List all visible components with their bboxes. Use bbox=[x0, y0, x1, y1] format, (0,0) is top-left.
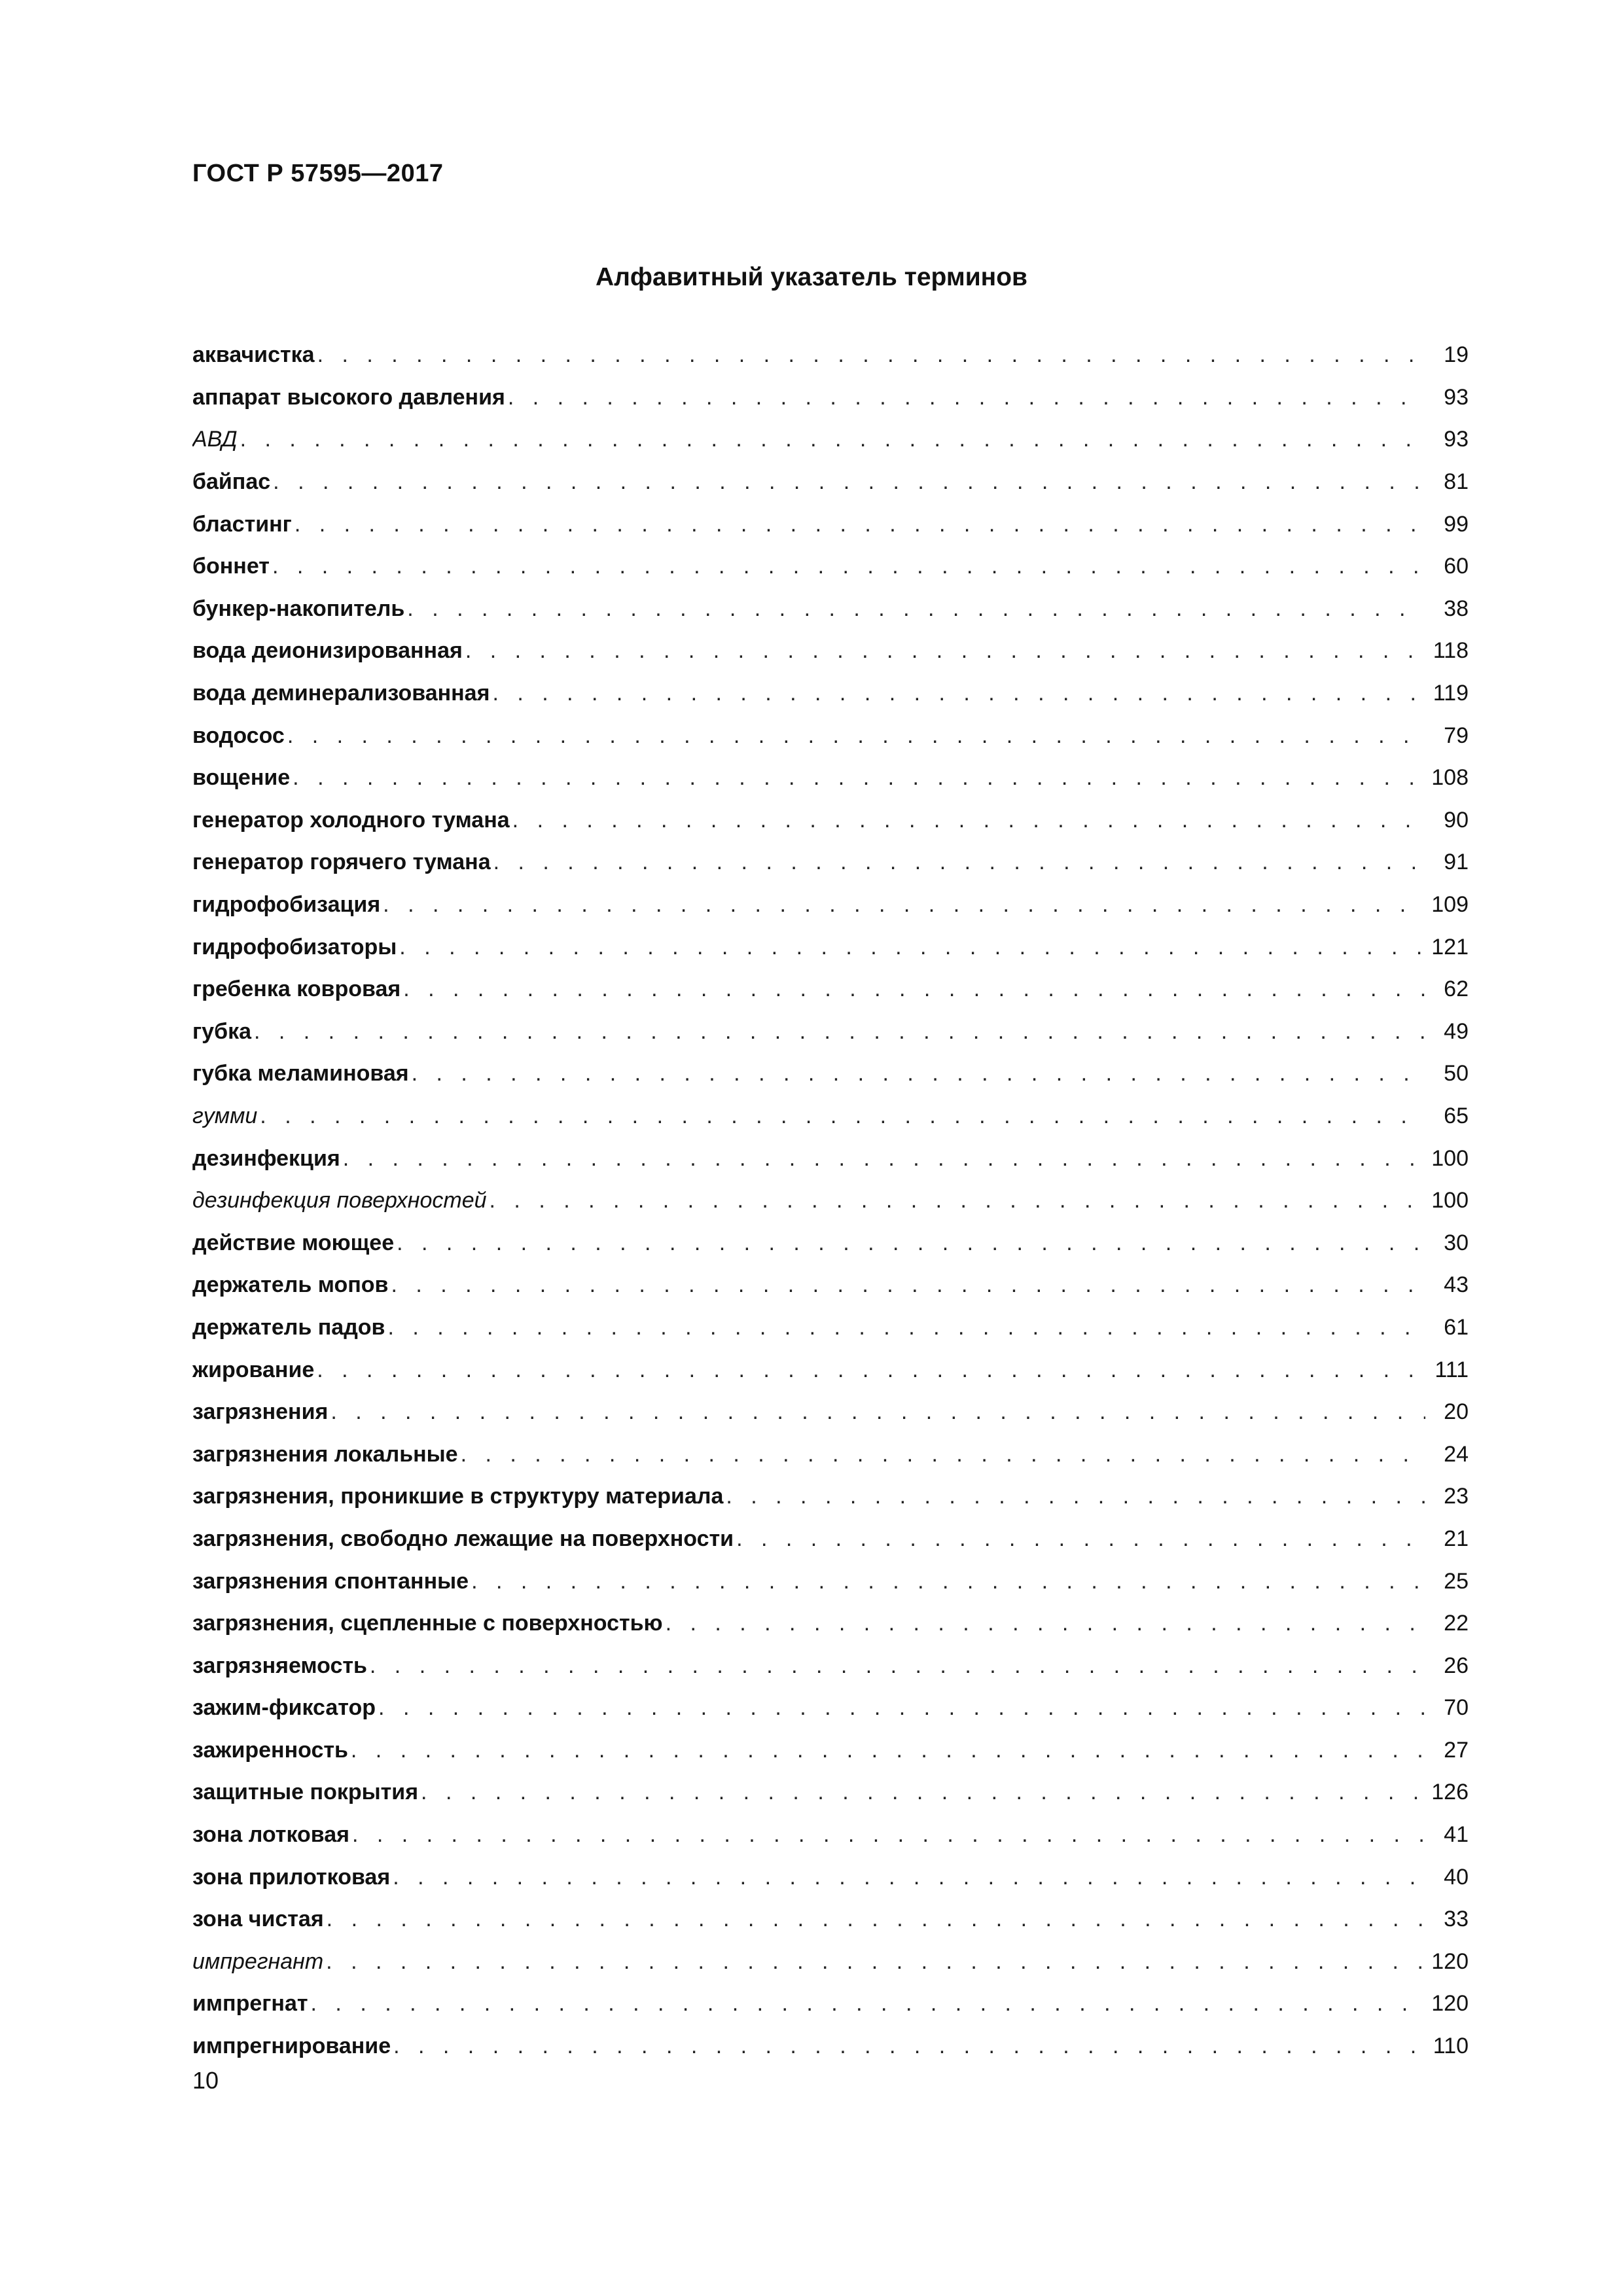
index-entry bbox=[192, 1052, 1469, 1095]
dot-leader bbox=[403, 976, 1425, 1002]
index-entry bbox=[192, 672, 1469, 715]
index-entry bbox=[192, 1941, 1469, 1983]
dot-leader bbox=[240, 426, 1425, 452]
index-term: гидрофобизаторы bbox=[192, 934, 397, 960]
index-term: генератор холодного тумана bbox=[192, 807, 510, 833]
index-term: аквачистка bbox=[192, 342, 315, 368]
index-page-ref: 40 bbox=[1444, 1864, 1469, 1890]
index-entry bbox=[192, 1348, 1469, 1391]
index-page-ref: 119 bbox=[1433, 681, 1469, 706]
index-entry bbox=[192, 714, 1469, 757]
index-entry bbox=[192, 376, 1469, 419]
index-term: дезинфекция поверхностей bbox=[192, 1188, 487, 1213]
dot-leader bbox=[254, 1018, 1425, 1045]
dot-leader bbox=[666, 1610, 1425, 1636]
index-page-ref: 93 bbox=[1444, 384, 1469, 410]
dot-leader bbox=[294, 511, 1425, 537]
index-term: байпас bbox=[192, 469, 271, 495]
index-page-ref: 91 bbox=[1444, 850, 1469, 875]
index-term: импрегнирование bbox=[192, 2034, 391, 2059]
index-term: держатель мопов bbox=[192, 1272, 389, 1298]
index-entry bbox=[192, 757, 1469, 799]
index-term: импрегнат bbox=[192, 1991, 308, 2017]
index-page-ref: 110 bbox=[1433, 2034, 1469, 2059]
index-page-ref: 27 bbox=[1444, 1737, 1469, 1763]
index-term: зона прилотковая bbox=[192, 1864, 391, 1890]
index-page-ref: 38 bbox=[1444, 596, 1469, 621]
dot-leader bbox=[311, 1990, 1425, 2017]
dot-leader bbox=[383, 891, 1425, 918]
index-term: зона чистая bbox=[192, 1907, 324, 1932]
index-page-ref: 49 bbox=[1444, 1018, 1469, 1044]
index-page-ref: 19 bbox=[1444, 342, 1469, 368]
dot-leader bbox=[260, 1103, 1425, 1129]
index-entry bbox=[192, 1137, 1469, 1179]
index-page-ref: 120 bbox=[1431, 1991, 1469, 2017]
index-page-ref: 23 bbox=[1444, 1484, 1469, 1509]
dot-leader bbox=[387, 1314, 1425, 1340]
index-term: импрегнант bbox=[192, 1948, 324, 1974]
index-entry bbox=[192, 630, 1469, 672]
index-entry bbox=[192, 841, 1469, 884]
dot-leader bbox=[508, 384, 1425, 410]
index-entry bbox=[192, 418, 1469, 461]
index-entry bbox=[192, 2025, 1469, 2068]
index-term: губка bbox=[192, 1018, 251, 1044]
index-page-ref: 109 bbox=[1431, 892, 1469, 918]
dot-leader bbox=[421, 1779, 1425, 1805]
index-page-ref: 79 bbox=[1444, 723, 1469, 748]
index-page-ref: 26 bbox=[1444, 1653, 1469, 1678]
dot-leader bbox=[471, 1568, 1425, 1594]
index-term: жирование bbox=[192, 1357, 315, 1382]
index-page-ref: 61 bbox=[1444, 1314, 1469, 1340]
dot-leader bbox=[461, 1441, 1425, 1467]
index-entry bbox=[192, 503, 1469, 545]
index-page-ref: 120 bbox=[1431, 1948, 1469, 1974]
index-entry bbox=[192, 925, 1469, 968]
index-term: защитные покрытия bbox=[192, 1780, 419, 1805]
index-term: водосос bbox=[192, 723, 285, 748]
dot-leader bbox=[327, 1906, 1425, 1932]
index-page-ref: 90 bbox=[1444, 807, 1469, 833]
index-term: дезинфекция bbox=[192, 1145, 340, 1171]
dot-leader bbox=[273, 469, 1425, 495]
dot-leader bbox=[326, 1948, 1425, 1975]
index-term: вода деионизированная bbox=[192, 638, 463, 664]
index-page-ref: 25 bbox=[1444, 1568, 1469, 1594]
dot-leader bbox=[370, 1653, 1425, 1679]
dot-leader bbox=[407, 596, 1425, 622]
index-term: вода деминерализованная bbox=[192, 681, 490, 706]
index-page-ref: 111 bbox=[1435, 1357, 1469, 1382]
dot-leader bbox=[490, 1187, 1425, 1213]
index-term: загрязнения, проникшие в структуру материала bbox=[192, 1484, 724, 1509]
dot-leader bbox=[352, 1821, 1425, 1848]
dot-leader bbox=[397, 1230, 1425, 1256]
index-page-ref: 30 bbox=[1444, 1230, 1469, 1255]
index-page-ref: 65 bbox=[1444, 1103, 1469, 1128]
index-entry bbox=[192, 1433, 1469, 1475]
dot-leader bbox=[493, 849, 1425, 875]
index-term: зажиренность bbox=[192, 1737, 348, 1763]
index-page-ref: 121 bbox=[1431, 934, 1469, 960]
term-index-list bbox=[192, 334, 1469, 2067]
dot-leader bbox=[465, 637, 1425, 664]
index-page-ref: 118 bbox=[1433, 638, 1469, 664]
dot-leader bbox=[330, 1399, 1425, 1425]
index-entry bbox=[192, 1221, 1469, 1264]
index-page-ref: 33 bbox=[1444, 1907, 1469, 1932]
index-entry bbox=[192, 461, 1469, 503]
index-page-ref: 20 bbox=[1444, 1399, 1469, 1425]
index-term: загрязняемость bbox=[192, 1653, 367, 1678]
index-entry bbox=[192, 545, 1469, 588]
index-page-ref: 100 bbox=[1431, 1188, 1469, 1213]
index-entry bbox=[192, 1306, 1469, 1349]
index-entry bbox=[192, 884, 1469, 926]
index-term: губка меламиновая bbox=[192, 1061, 409, 1086]
index-entry bbox=[192, 1602, 1469, 1645]
dot-leader bbox=[512, 807, 1425, 833]
index-entry bbox=[192, 334, 1469, 376]
dot-leader bbox=[317, 1357, 1425, 1383]
index-page-ref: 108 bbox=[1431, 765, 1469, 791]
index-term: гребенка ковровая bbox=[192, 977, 401, 1002]
index-term: загрязнения локальные bbox=[192, 1441, 458, 1467]
dot-leader bbox=[726, 1483, 1425, 1509]
index-page-ref: 22 bbox=[1444, 1611, 1469, 1636]
index-entry bbox=[192, 1560, 1469, 1602]
index-entry bbox=[192, 1475, 1469, 1518]
index-page-ref: 99 bbox=[1444, 511, 1469, 537]
index-entry bbox=[192, 1011, 1469, 1053]
index-page-ref: 43 bbox=[1444, 1272, 1469, 1298]
dot-leader bbox=[393, 2033, 1425, 2059]
index-term: загрязнения, сцепленные с поверхностью bbox=[192, 1611, 663, 1636]
index-term: действие моющее bbox=[192, 1230, 395, 1255]
dot-leader bbox=[317, 342, 1425, 368]
index-term: загрязнения спонтанные bbox=[192, 1568, 469, 1594]
dot-leader bbox=[393, 1864, 1425, 1890]
index-term: боннет bbox=[192, 554, 270, 579]
dot-leader bbox=[391, 1272, 1425, 1298]
index-entry bbox=[192, 1687, 1469, 1729]
index-entry bbox=[192, 1264, 1469, 1306]
index-entry bbox=[192, 588, 1469, 630]
index-term: держатель падов bbox=[192, 1314, 385, 1340]
index-entry bbox=[192, 1729, 1469, 1772]
index-page-ref: 24 bbox=[1444, 1441, 1469, 1467]
index-term: аппарат высокого давления bbox=[192, 384, 505, 410]
dot-leader bbox=[378, 1695, 1425, 1721]
index-page-ref: 50 bbox=[1444, 1061, 1469, 1086]
page-title: Алфавитный указатель терминов bbox=[595, 263, 1028, 291]
index-entry bbox=[192, 968, 1469, 1011]
index-page-ref: 126 bbox=[1431, 1780, 1469, 1805]
index-entry bbox=[192, 1518, 1469, 1560]
index-term: генератор горячего тумана bbox=[192, 850, 491, 875]
index-entry bbox=[192, 1982, 1469, 2025]
index-term: бластинг bbox=[192, 511, 292, 537]
index-page-ref: 93 bbox=[1444, 427, 1469, 452]
dot-leader bbox=[343, 1145, 1425, 1172]
index-term: вощение bbox=[192, 765, 291, 791]
page-number: 10 bbox=[192, 2067, 219, 2094]
index-term: АВД bbox=[192, 427, 238, 452]
index-page-ref: 70 bbox=[1444, 1695, 1469, 1721]
index-page-ref: 60 bbox=[1444, 554, 1469, 579]
index-entry bbox=[192, 1856, 1469, 1898]
dot-leader bbox=[272, 553, 1425, 579]
index-entry bbox=[192, 1391, 1469, 1433]
index-entry bbox=[192, 1644, 1469, 1687]
index-entry bbox=[192, 799, 1469, 842]
dot-leader bbox=[399, 934, 1425, 960]
dot-leader bbox=[736, 1526, 1425, 1552]
dot-leader bbox=[351, 1737, 1425, 1763]
index-term: зона лотковая bbox=[192, 1822, 349, 1848]
dot-leader bbox=[287, 723, 1425, 749]
index-entry bbox=[192, 1771, 1469, 1814]
index-term: зажим-фиксатор bbox=[192, 1695, 376, 1721]
dot-leader bbox=[412, 1060, 1425, 1086]
dot-leader bbox=[293, 764, 1425, 791]
index-entry bbox=[192, 1898, 1469, 1941]
document-header: ГОСТ Р 57595—2017 bbox=[192, 160, 444, 187]
index-entry bbox=[192, 1179, 1469, 1222]
index-term: гидрофобизация bbox=[192, 892, 381, 918]
index-page-ref: 100 bbox=[1431, 1145, 1469, 1171]
index-entry bbox=[192, 1814, 1469, 1856]
dot-leader bbox=[492, 680, 1425, 706]
index-term: бункер-накопитель bbox=[192, 596, 405, 621]
index-page-ref: 21 bbox=[1444, 1526, 1469, 1551]
index-term: загрязнения bbox=[192, 1399, 329, 1425]
index-term: гумми bbox=[192, 1103, 258, 1128]
index-page-ref: 81 bbox=[1444, 469, 1469, 495]
index-page-ref: 41 bbox=[1444, 1822, 1469, 1848]
index-term: загрязнения, свободно лежащие на поверхности bbox=[192, 1526, 734, 1551]
index-entry bbox=[192, 1095, 1469, 1138]
index-page-ref: 62 bbox=[1444, 977, 1469, 1002]
